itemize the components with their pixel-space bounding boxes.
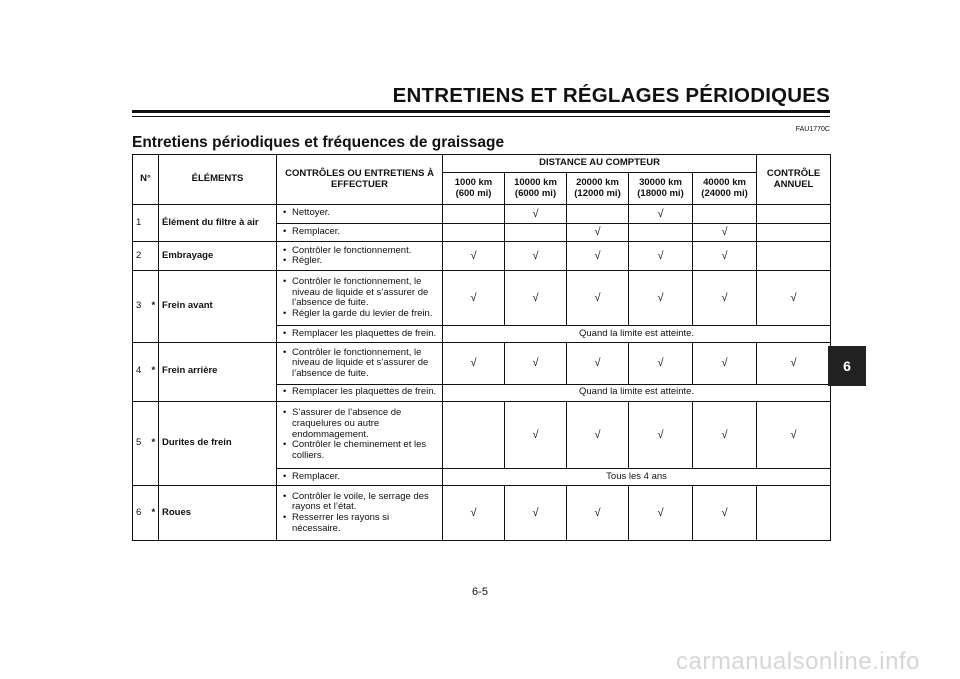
- action-item: • Régler la garde du levier de frein.: [292, 309, 439, 320]
- check-mark: √: [629, 271, 693, 326]
- table-row: [133, 342, 831, 384]
- interval-note: Quand la limite est atteinte.: [443, 385, 831, 401]
- actions-list: [280, 472, 439, 483]
- distance-mi: (12000 mi): [574, 187, 621, 199]
- table-row: [133, 401, 831, 469]
- col-header-distance-4: [629, 173, 693, 205]
- check-mark: √: [629, 401, 693, 469]
- watermark: carmanualsonline.info: [676, 648, 920, 675]
- row-star: *: [149, 342, 159, 401]
- check-mark: √: [505, 205, 567, 224]
- actions-list: [280, 227, 439, 238]
- check-mark: √: [757, 401, 831, 469]
- actions-list: [280, 387, 439, 398]
- row-number: 2: [133, 242, 149, 271]
- table-row: [133, 205, 831, 224]
- check-mark: √: [693, 342, 757, 384]
- row-actions: [277, 223, 443, 242]
- row-number: 4: [133, 342, 149, 401]
- row-number: 3: [133, 271, 149, 343]
- check-mark: √: [505, 342, 567, 384]
- interval-note: Quand la limite est atteinte.: [443, 326, 831, 342]
- row-actions: [277, 205, 443, 224]
- check-mark: √: [693, 401, 757, 469]
- actions-list: [280, 492, 439, 535]
- check-mark: √: [567, 401, 629, 469]
- check-mark: √: [629, 242, 693, 271]
- col-header-distance-2: [505, 173, 567, 205]
- row-number: 5: [133, 401, 149, 485]
- actions-list: [280, 329, 439, 340]
- action-item: • Contrôler le fonctionnement, le niveau de liquide et s’assurer de l’absence de fuite.: [292, 348, 439, 380]
- col-header-distance-1: [443, 173, 505, 205]
- check-mark: √: [693, 485, 757, 540]
- col-header-distance: DISTANCE AU COMPTEUR: [443, 155, 757, 173]
- check-mark: √: [757, 342, 831, 384]
- row-star: *: [149, 401, 159, 485]
- row-star: [149, 205, 159, 242]
- header-rule-thick: [132, 110, 830, 113]
- interval-note: Tous les 4 ans: [443, 469, 831, 485]
- section-title: Entretiens périodiques et fréquences de graissage: [132, 134, 505, 151]
- reference-code: FAU1770C: [795, 126, 830, 133]
- empty-cell: [757, 242, 831, 271]
- check-mark: √: [505, 485, 567, 540]
- row-star: *: [149, 271, 159, 343]
- actions-list: [280, 208, 439, 219]
- empty-cell: [505, 223, 567, 242]
- distance-km: 30000 km: [639, 176, 682, 188]
- check-mark: √: [693, 223, 757, 242]
- row-number: 6: [133, 485, 149, 540]
- distance-km: 1000 km: [454, 176, 493, 188]
- row-item: Frein arrière: [159, 342, 277, 401]
- chapter-tab: 6: [828, 346, 866, 386]
- action-item: • Remplacer les plaquettes de frein.: [292, 387, 439, 398]
- action-item: • S’assurer de l’absence de craquelures ou autre endommagement.: [292, 408, 439, 440]
- check-mark: √: [443, 485, 505, 540]
- header-rule-thin: [132, 116, 830, 117]
- row-item: Embrayage: [159, 242, 277, 271]
- row-item: Roues: [159, 485, 277, 540]
- empty-cell: [443, 205, 505, 224]
- empty-cell: [443, 401, 505, 469]
- table-row: [133, 485, 831, 540]
- row-item: Durites de frein: [159, 401, 277, 485]
- empty-cell: [629, 223, 693, 242]
- row-actions: [277, 485, 443, 540]
- row-number: 1: [133, 205, 149, 242]
- actions-list: [280, 277, 439, 320]
- distance-km: 10000 km: [514, 176, 557, 188]
- check-mark: √: [757, 271, 831, 326]
- check-mark: √: [629, 205, 693, 224]
- check-mark: √: [567, 271, 629, 326]
- action-item: • Contrôler le fonctionnement.: [292, 246, 439, 257]
- row-actions: [277, 326, 443, 342]
- distance-mi: (6000 mi): [514, 187, 557, 199]
- check-mark: √: [567, 242, 629, 271]
- maintenance-table-body: [133, 155, 831, 541]
- row-actions: [277, 385, 443, 401]
- distance-mi: (600 mi): [455, 187, 492, 199]
- actions-list: [280, 348, 439, 380]
- action-item: • Remplacer les plaquettes de frein.: [292, 329, 439, 340]
- row-star: [149, 242, 159, 271]
- check-mark: √: [443, 242, 505, 271]
- col-header-no: N°: [133, 155, 159, 205]
- table-row: [133, 242, 831, 271]
- empty-cell: [567, 205, 629, 224]
- check-mark: √: [505, 271, 567, 326]
- check-mark: √: [443, 342, 505, 384]
- action-item: • Resserrer les rayons si nécessaire.: [292, 513, 439, 534]
- table-header-row: [133, 155, 831, 173]
- action-item: • Contrôler le cheminement et les colliers.: [292, 440, 439, 461]
- row-actions: [277, 469, 443, 485]
- check-mark: √: [505, 242, 567, 271]
- actions-list: [280, 246, 439, 267]
- empty-cell: [757, 485, 831, 540]
- page-header-title: ENTRETIENS ET RÉGLAGES PÉRIODIQUES: [392, 84, 830, 107]
- col-header-annual: CONTRÔLE ANNUEL: [757, 155, 831, 205]
- action-item: • Remplacer.: [292, 227, 439, 238]
- action-item: • Remplacer.: [292, 472, 439, 483]
- maintenance-table: [132, 154, 831, 541]
- action-item: • Contrôler le fonctionnement, le niveau de liquide et s’assurer de l’absence de fuite.: [292, 277, 439, 309]
- empty-cell: [757, 205, 831, 224]
- distance-km: 40000 km: [703, 176, 746, 188]
- col-header-distance-5: [693, 173, 757, 205]
- action-item: • Régler.: [292, 256, 439, 267]
- col-header-items: ÉLÉMENTS: [159, 155, 277, 205]
- action-item: • Contrôler le voile, le serrage des rayons et l’état.: [292, 492, 439, 513]
- check-mark: √: [567, 223, 629, 242]
- empty-cell: [443, 223, 505, 242]
- row-actions: [277, 271, 443, 326]
- check-mark: √: [693, 271, 757, 326]
- distance-mi: (24000 mi): [701, 187, 748, 199]
- row-actions: [277, 401, 443, 469]
- row-star: *: [149, 485, 159, 540]
- check-mark: √: [693, 242, 757, 271]
- check-mark: √: [567, 485, 629, 540]
- table-row: [133, 271, 831, 326]
- actions-list: [280, 408, 439, 461]
- empty-cell: [693, 205, 757, 224]
- distance-mi: (18000 mi): [637, 187, 684, 199]
- row-item: Élément du filtre à air: [159, 205, 277, 242]
- check-mark: √: [567, 342, 629, 384]
- empty-cell: [757, 223, 831, 242]
- distance-km: 20000 km: [576, 176, 619, 188]
- row-actions: [277, 342, 443, 384]
- check-mark: √: [629, 485, 693, 540]
- page-number: 6-5: [472, 586, 488, 598]
- col-header-actions: CONTRÔLES OU ENTRETIENS À EFFECTUER: [277, 155, 443, 205]
- check-mark: √: [443, 271, 505, 326]
- action-item: • Nettoyer.: [292, 208, 439, 219]
- check-mark: √: [629, 342, 693, 384]
- col-header-distance-3: [567, 173, 629, 205]
- check-mark: √: [505, 401, 567, 469]
- row-actions: [277, 242, 443, 271]
- row-item: Frein avant: [159, 271, 277, 343]
